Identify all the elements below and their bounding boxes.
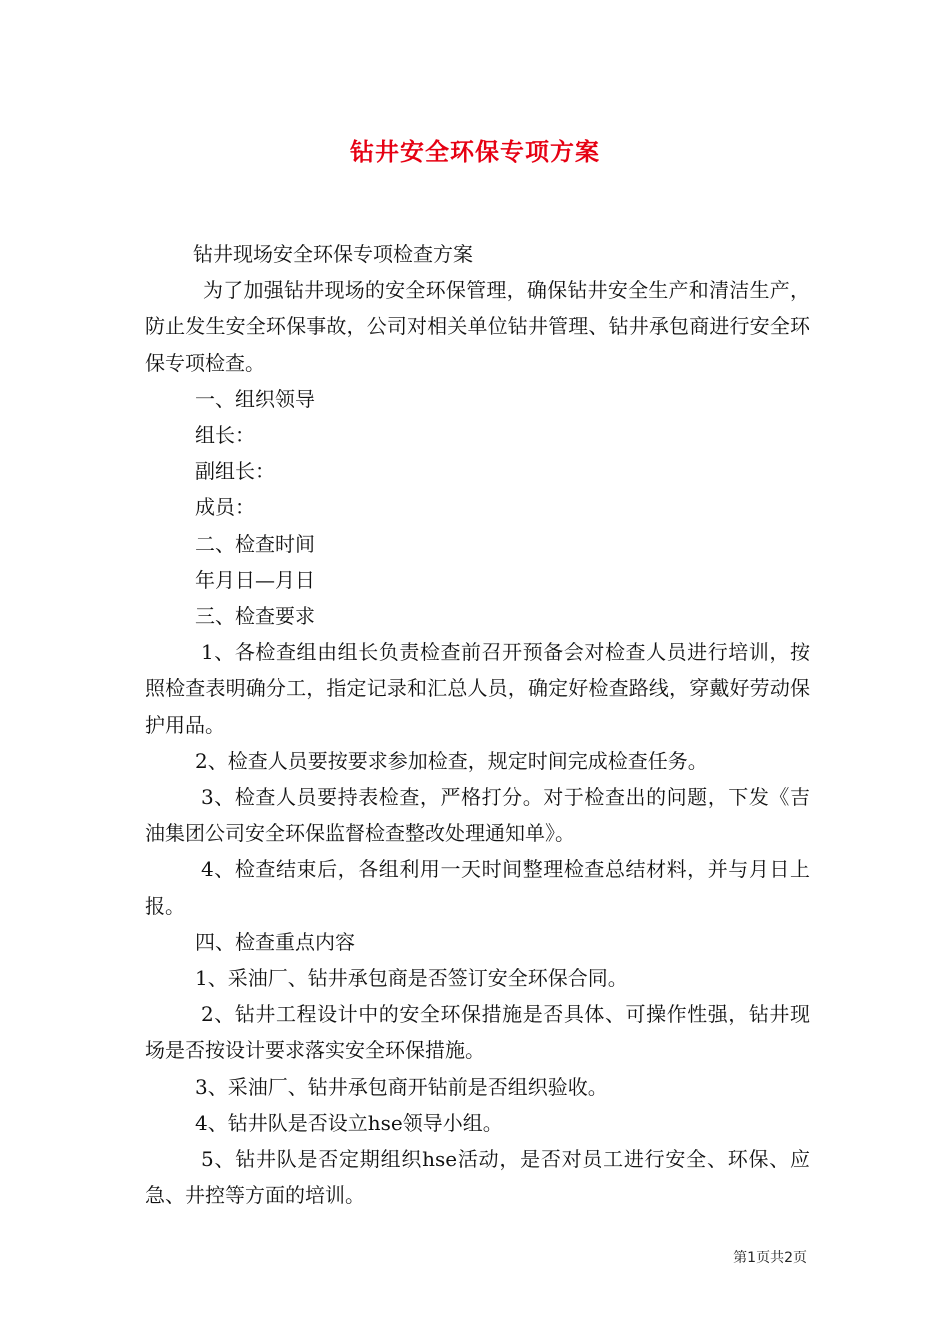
requirement-item: 2、检查人员要按要求参加检查，规定时间完成检查任务。 [195, 748, 708, 773]
leader-line: 组长： [195, 423, 255, 448]
section-heading-organization: 一、组织领导 [195, 386, 315, 411]
key-content-item: 5、钻井队是否定期组织hse活动，是否对员工进行安全、环保、应急、井控等方面的培训。 [145, 1147, 810, 1208]
page-number: 第1页共2页 [733, 1250, 807, 1266]
subtitle-paragraph: 钻井现场安全环保专项检查方案 [193, 242, 473, 266]
intro-paragraph: 为了加强钻井现场的安全环保管理，确保钻井安全生产和清洁生产，防止发生安全环保事故，公司对相关单位钻井管理、钻井承包商进行安全环保专项检查。 [145, 278, 810, 375]
key-content-item: 3、采油厂、钻井承包商开钻前是否组织验收。 [195, 1074, 608, 1099]
document-body [145, 236, 810, 1213]
section-heading-time: 二、检查时间 [195, 531, 315, 556]
requirement-item: 1、各检查组由组长负责检查前召开预备会对检查人员进行培训，按照检查表明确分工，指定记录和汇总人员，确定好检查路线，穿戴好劳动保护用品。 [145, 640, 810, 737]
section-heading-requirements: 三、检查要求 [195, 604, 315, 629]
section-heading-key-content: 四、检查重点内容 [195, 929, 355, 954]
members-line: 成员： [195, 495, 255, 520]
date-range-line: 年月日—月日 [195, 567, 315, 592]
requirement-item: 4、检查结束后，各组利用一天时间整理检查总结材料，并与月日上报。 [145, 857, 810, 918]
deputy-leader-line: 副组长： [195, 459, 275, 484]
key-content-item: 1、采油厂、钻井承包商是否签订安全环保合同。 [195, 966, 628, 991]
document-title: 钻井安全环保专项方案 [350, 137, 600, 166]
key-content-item: 2、钻井工程设计中的安全环保措施是否具体、可操作性强，钻井现场是否按设计要求落实安全环保措施。 [145, 1002, 810, 1063]
key-content-item: 4、钻井队是否设立hse领导小组。 [195, 1110, 503, 1135]
requirement-item: 3、检查人员要持表检查，严格打分。对于检查出的问题，下发《吉油集团公司安全环保监督检查整改处理通知单》。 [145, 785, 810, 846]
